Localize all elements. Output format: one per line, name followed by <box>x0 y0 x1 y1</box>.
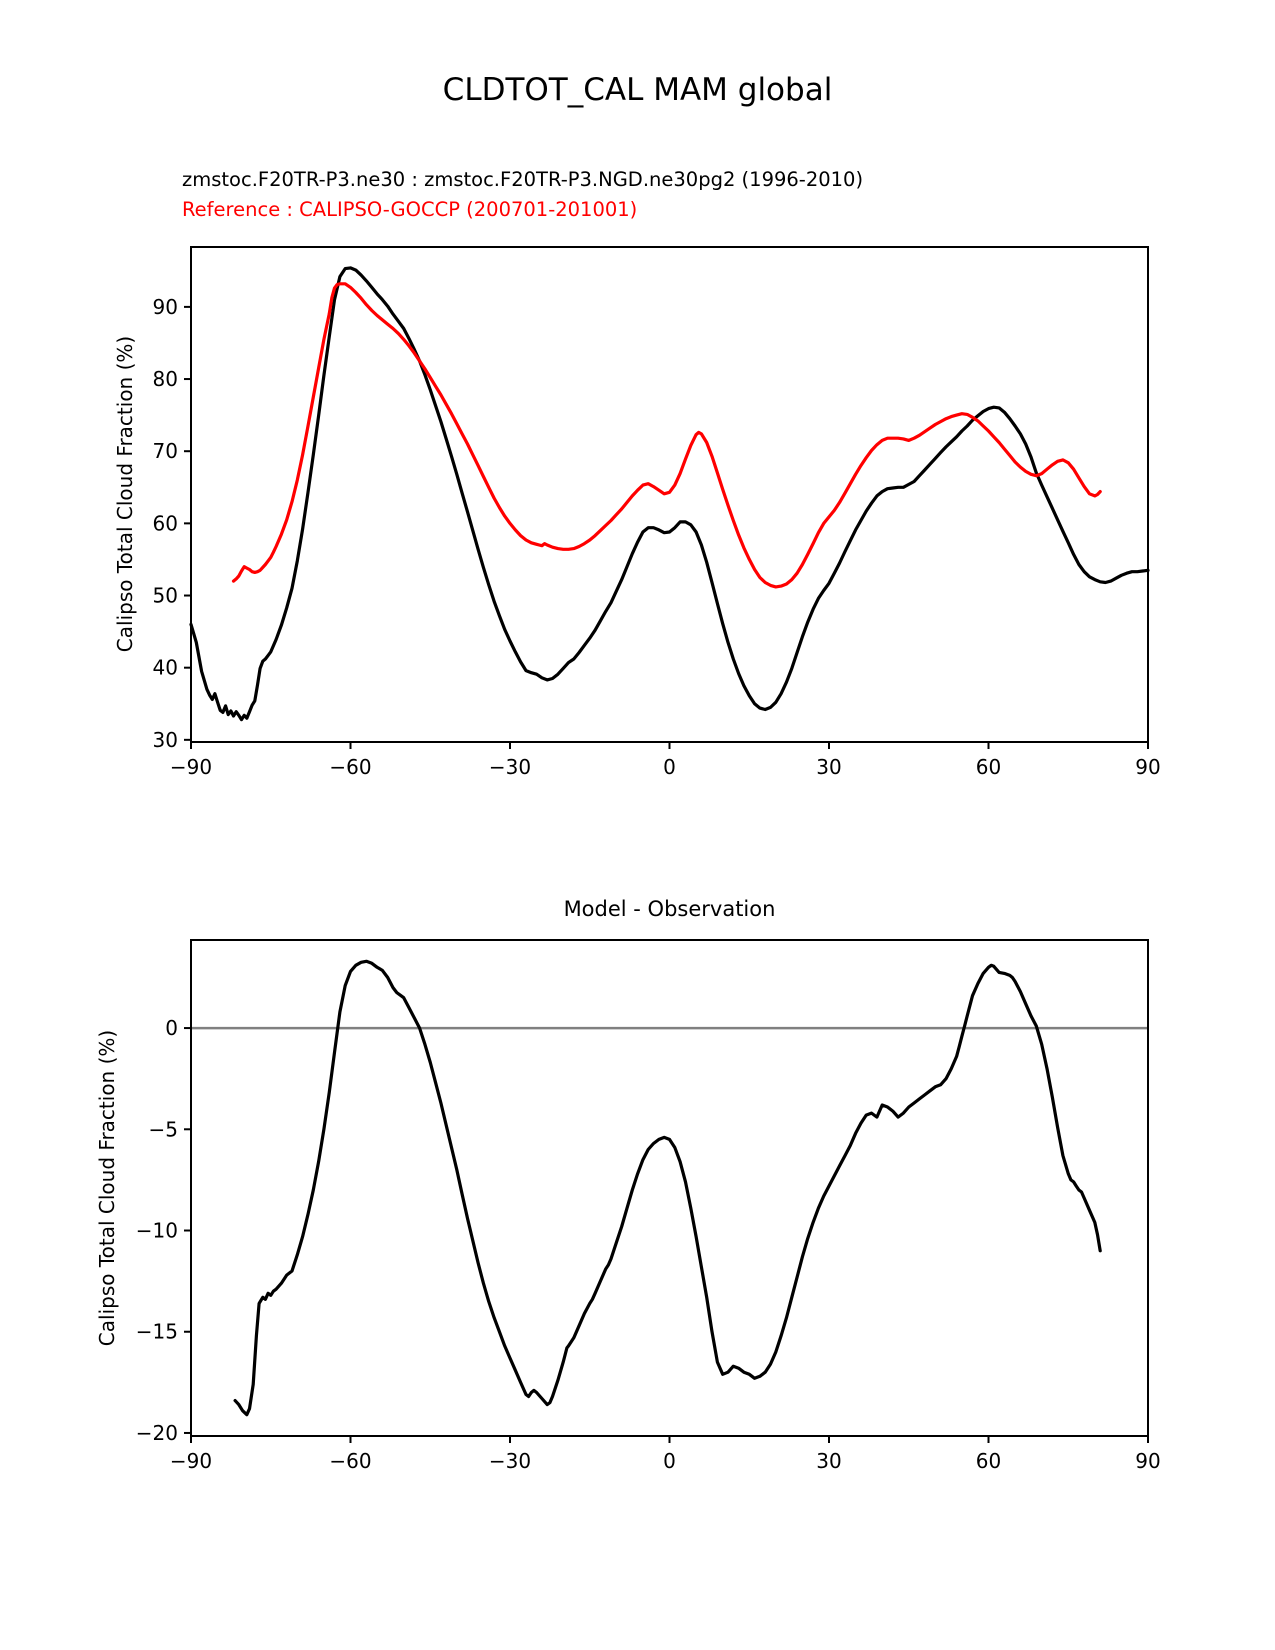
subtitle-reference: Reference : CALIPSO-GOCCP (200701-201001) <box>182 198 638 221</box>
x-tick-label: 60 <box>975 755 1002 779</box>
x-tick-label: −90 <box>169 1449 213 1473</box>
y-tick-label: −20 <box>135 1420 178 1445</box>
axes-frame <box>191 940 1148 1436</box>
y-tick-label: 70 <box>152 439 178 464</box>
x-tick-label: −30 <box>488 755 532 779</box>
axes-frame <box>191 247 1148 742</box>
x-tick-label: 30 <box>816 755 842 779</box>
y-tick-label: −5 <box>148 1117 178 1142</box>
x-tick-label: −30 <box>488 1449 532 1473</box>
x-tick-label: 0 <box>663 755 676 779</box>
x-tick-label: 90 <box>1135 755 1161 779</box>
bottom-y-axis-label: Calipso Total Cloud Fraction (%) <box>95 1029 119 1347</box>
x-tick-label: −60 <box>329 1449 372 1473</box>
y-tick-label: 50 <box>152 583 178 608</box>
reference-line <box>234 284 1101 587</box>
plot-bottom <box>136 940 1161 1473</box>
y-tick-label: 0 <box>165 1016 178 1041</box>
subtitle-model-run: zmstoc.F20TR-P3.ne30 : zmstoc.F20TR-P3.NGD.ne30pg2 (1996-2010) <box>182 168 864 191</box>
y-tick-label: 60 <box>152 511 178 536</box>
y-tick-label: −15 <box>135 1319 178 1344</box>
y-tick-label: 90 <box>152 294 178 319</box>
top-y-axis-label: Calipso Total Cloud Fraction (%) <box>113 335 137 653</box>
x-tick-label: 30 <box>816 1449 842 1473</box>
x-tick-label: 0 <box>663 1449 676 1473</box>
bottom-plot-title: Model - Observation <box>563 897 776 921</box>
plot-top <box>153 247 1161 779</box>
x-tick-label: −60 <box>329 755 372 779</box>
y-tick-label: −10 <box>135 1218 178 1243</box>
figure-title: CLDTOT_CAL MAM global <box>442 72 833 108</box>
x-tick-label: −90 <box>169 755 213 779</box>
y-tick-label: 30 <box>152 727 178 752</box>
x-tick-label: 60 <box>975 1449 1002 1473</box>
x-tick-label: 90 <box>1135 1449 1161 1473</box>
y-tick-label: 40 <box>152 655 178 680</box>
y-tick-label: 80 <box>152 367 178 392</box>
